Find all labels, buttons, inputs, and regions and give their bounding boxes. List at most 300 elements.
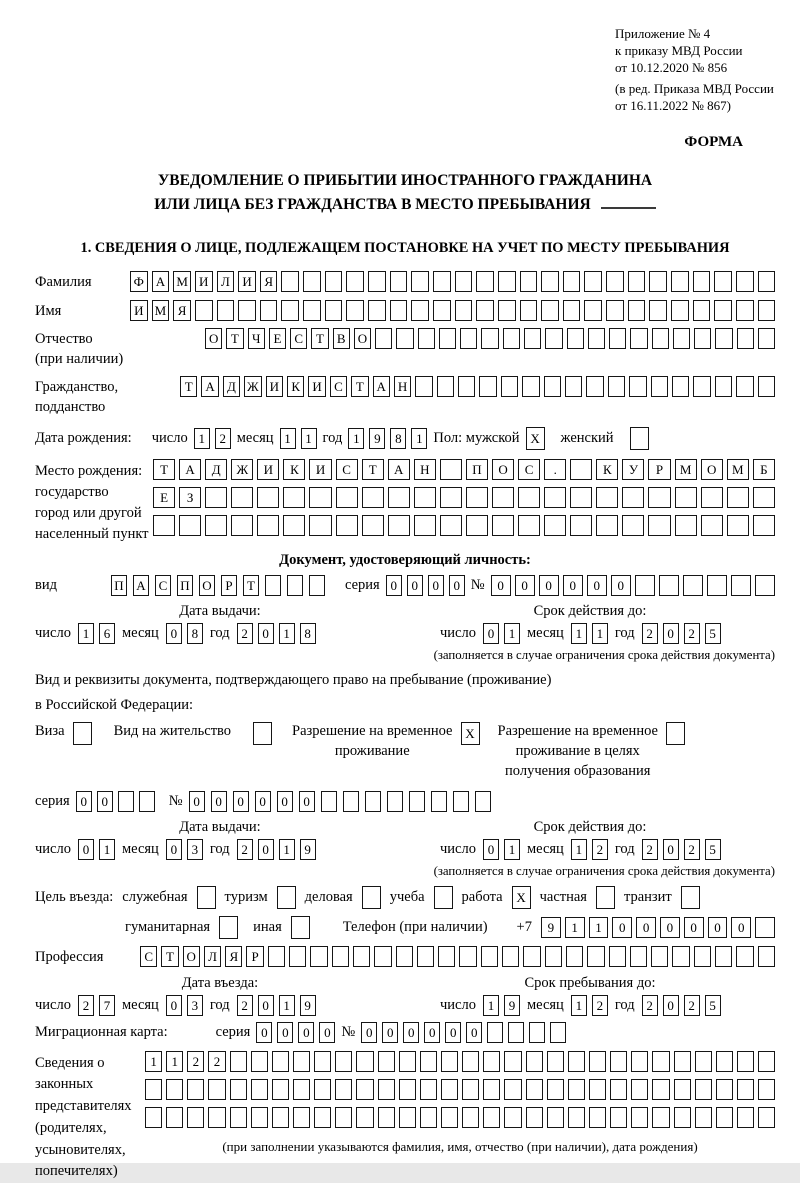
- char-box[interactable]: 0: [189, 791, 205, 812]
- char-box[interactable]: [283, 515, 305, 536]
- char-box[interactable]: [584, 271, 602, 292]
- char-box[interactable]: 0: [258, 995, 274, 1016]
- char-box[interactable]: [753, 487, 775, 508]
- char-box[interactable]: 5: [705, 995, 721, 1016]
- purpose-official-checkbox[interactable]: [197, 886, 216, 909]
- char-box[interactable]: [462, 1079, 479, 1100]
- char-box[interactable]: [755, 575, 775, 596]
- char-box[interactable]: [716, 1079, 733, 1100]
- char-box[interactable]: 9: [300, 839, 316, 860]
- char-box[interactable]: 0: [684, 917, 704, 938]
- char-box[interactable]: [343, 791, 359, 812]
- char-box[interactable]: 2: [642, 623, 658, 644]
- char-box[interactable]: [727, 515, 749, 536]
- char-box[interactable]: 0: [428, 575, 444, 596]
- char-box[interactable]: [520, 271, 538, 292]
- char-box[interactable]: 1: [504, 623, 520, 644]
- char-box[interactable]: П: [466, 459, 488, 480]
- char-box[interactable]: [565, 376, 582, 397]
- char-box[interactable]: И: [238, 271, 256, 292]
- char-box[interactable]: [758, 376, 775, 397]
- char-box[interactable]: Д: [205, 459, 227, 480]
- char-box[interactable]: [716, 1107, 733, 1128]
- char-box[interactable]: [674, 1107, 691, 1128]
- char-box[interactable]: [411, 271, 429, 292]
- char-box[interactable]: [415, 376, 432, 397]
- char-box[interactable]: [314, 1079, 331, 1100]
- char-box[interactable]: [414, 515, 436, 536]
- char-box[interactable]: [622, 515, 644, 536]
- char-box[interactable]: [219, 916, 238, 939]
- char-box[interactable]: [498, 271, 516, 292]
- char-box[interactable]: [356, 1107, 373, 1128]
- char-box[interactable]: 5: [705, 623, 721, 644]
- char-box[interactable]: [522, 376, 539, 397]
- char-box[interactable]: 3: [187, 995, 203, 1016]
- char-box[interactable]: [715, 328, 732, 349]
- purpose-other-checkbox[interactable]: [291, 916, 310, 939]
- char-box[interactable]: [526, 1051, 543, 1072]
- char-box[interactable]: [441, 1079, 458, 1100]
- char-box[interactable]: [309, 487, 331, 508]
- char-box[interactable]: 1: [483, 995, 499, 1016]
- char-box[interactable]: [544, 487, 566, 508]
- char-box[interactable]: А: [133, 575, 149, 596]
- char-box[interactable]: [622, 487, 644, 508]
- char-box[interactable]: 2: [642, 995, 658, 1016]
- char-box[interactable]: [589, 1079, 606, 1100]
- char-box[interactable]: X: [526, 427, 545, 450]
- char-box[interactable]: Я: [260, 271, 278, 292]
- char-box[interactable]: [205, 515, 227, 536]
- char-box[interactable]: 0: [483, 839, 499, 860]
- char-box[interactable]: [674, 1051, 691, 1072]
- char-box[interactable]: О: [701, 459, 723, 480]
- char-box[interactable]: [628, 300, 646, 321]
- char-box[interactable]: Т: [311, 328, 328, 349]
- char-box[interactable]: Л: [217, 271, 235, 292]
- char-box[interactable]: Т: [161, 946, 178, 967]
- char-box[interactable]: [396, 328, 413, 349]
- purpose-business-checkbox[interactable]: [362, 886, 381, 909]
- char-box[interactable]: X: [512, 886, 531, 909]
- char-box[interactable]: [362, 515, 384, 536]
- char-box[interactable]: [336, 487, 358, 508]
- char-box[interactable]: [631, 1051, 648, 1072]
- char-box[interactable]: Т: [153, 459, 175, 480]
- char-box[interactable]: 1: [348, 428, 364, 449]
- char-box[interactable]: [693, 376, 710, 397]
- char-box[interactable]: [368, 271, 386, 292]
- char-box[interactable]: [73, 722, 92, 745]
- char-box[interactable]: [293, 1107, 310, 1128]
- char-box[interactable]: 3: [187, 839, 203, 860]
- char-box[interactable]: [187, 1107, 204, 1128]
- char-box[interactable]: 0: [256, 1022, 272, 1043]
- char-box[interactable]: [518, 487, 540, 508]
- char-box[interactable]: 0: [515, 575, 535, 596]
- char-box[interactable]: С: [140, 946, 157, 967]
- char-box[interactable]: [434, 886, 453, 909]
- char-box[interactable]: [336, 515, 358, 536]
- char-box[interactable]: [584, 300, 602, 321]
- char-box[interactable]: [649, 271, 667, 292]
- char-box[interactable]: 0: [587, 575, 607, 596]
- char-box[interactable]: И: [308, 376, 325, 397]
- char-box[interactable]: 1: [145, 1051, 162, 1072]
- char-box[interactable]: А: [152, 271, 170, 292]
- char-box[interactable]: [378, 1107, 395, 1128]
- char-box[interactable]: И: [309, 459, 331, 480]
- char-box[interactable]: [260, 300, 278, 321]
- char-box[interactable]: [755, 917, 775, 938]
- char-box[interactable]: [251, 1079, 268, 1100]
- char-box[interactable]: [303, 271, 321, 292]
- char-box[interactable]: 0: [76, 791, 92, 812]
- char-box[interactable]: [325, 300, 343, 321]
- char-box[interactable]: Б: [753, 459, 775, 480]
- char-box[interactable]: [483, 1051, 500, 1072]
- char-box[interactable]: 0: [483, 623, 499, 644]
- char-box[interactable]: Т: [351, 376, 368, 397]
- char-box[interactable]: [758, 946, 775, 967]
- char-box[interactable]: [208, 1107, 225, 1128]
- char-box[interactable]: 2: [237, 839, 253, 860]
- char-box[interactable]: [714, 300, 732, 321]
- char-box[interactable]: [441, 1051, 458, 1072]
- char-box[interactable]: [672, 946, 689, 967]
- char-box[interactable]: 2: [592, 995, 608, 1016]
- char-box[interactable]: 1: [571, 995, 587, 1016]
- char-box[interactable]: [563, 271, 581, 292]
- char-box[interactable]: 2: [215, 428, 231, 449]
- char-box[interactable]: К: [283, 459, 305, 480]
- char-box[interactable]: С: [290, 328, 307, 349]
- char-box[interactable]: [526, 1079, 543, 1100]
- char-box[interactable]: [437, 376, 454, 397]
- char-box[interactable]: [544, 376, 561, 397]
- char-box[interactable]: [195, 300, 213, 321]
- char-box[interactable]: [701, 515, 723, 536]
- char-box[interactable]: [335, 1107, 352, 1128]
- char-box[interactable]: 7: [99, 995, 115, 1016]
- char-box[interactable]: 1: [279, 995, 295, 1016]
- char-box[interactable]: [309, 515, 331, 536]
- char-box[interactable]: [139, 791, 155, 812]
- char-box[interactable]: [727, 487, 749, 508]
- char-box[interactable]: 0: [449, 575, 465, 596]
- char-box[interactable]: [462, 1107, 479, 1128]
- char-box[interactable]: [586, 376, 603, 397]
- char-box[interactable]: [568, 1107, 585, 1128]
- char-box[interactable]: 0: [166, 623, 182, 644]
- char-box[interactable]: Ж: [244, 376, 261, 397]
- char-box[interactable]: [388, 515, 410, 536]
- char-box[interactable]: [433, 300, 451, 321]
- char-box[interactable]: 2: [78, 995, 94, 1016]
- char-box[interactable]: [231, 515, 253, 536]
- char-box[interactable]: О: [205, 328, 222, 349]
- char-box[interactable]: [481, 328, 498, 349]
- char-box[interactable]: [440, 459, 462, 480]
- char-box[interactable]: [492, 515, 514, 536]
- char-box[interactable]: [277, 886, 296, 909]
- char-box[interactable]: 1: [99, 839, 115, 860]
- char-box[interactable]: [231, 487, 253, 508]
- char-box[interactable]: [652, 1079, 669, 1100]
- char-box[interactable]: [758, 1051, 775, 1072]
- char-box[interactable]: 2: [237, 995, 253, 1016]
- char-box[interactable]: [230, 1107, 247, 1128]
- char-box[interactable]: [492, 487, 514, 508]
- char-box[interactable]: 1: [280, 428, 296, 449]
- purpose-humanitarian-checkbox[interactable]: [219, 916, 238, 939]
- char-box[interactable]: 0: [708, 917, 728, 938]
- char-box[interactable]: 0: [255, 791, 271, 812]
- char-box[interactable]: [716, 1051, 733, 1072]
- char-box[interactable]: [287, 575, 303, 596]
- char-box[interactable]: [409, 791, 425, 812]
- char-box[interactable]: В: [333, 328, 350, 349]
- char-box[interactable]: [289, 946, 306, 967]
- char-box[interactable]: [570, 487, 592, 508]
- char-box[interactable]: [166, 1079, 183, 1100]
- char-box[interactable]: 9: [504, 995, 520, 1016]
- temp-residence-checkbox[interactable]: [461, 722, 480, 745]
- char-box[interactable]: [332, 946, 349, 967]
- char-box[interactable]: С: [518, 459, 540, 480]
- char-box[interactable]: 0: [663, 839, 679, 860]
- residence-permit-checkbox[interactable]: [253, 722, 272, 745]
- char-box[interactable]: [508, 1022, 524, 1043]
- char-box[interactable]: Н: [414, 459, 436, 480]
- edu-residence-checkbox[interactable]: [666, 722, 685, 745]
- char-box[interactable]: [314, 1051, 331, 1072]
- char-box[interactable]: [253, 722, 272, 745]
- char-box[interactable]: Л: [204, 946, 221, 967]
- char-box[interactable]: [475, 791, 491, 812]
- char-box[interactable]: 1: [592, 623, 608, 644]
- char-box[interactable]: [460, 328, 477, 349]
- char-box[interactable]: [652, 1051, 669, 1072]
- purpose-transit-checkbox[interactable]: [681, 886, 700, 909]
- char-box[interactable]: [694, 328, 711, 349]
- char-box[interactable]: [439, 328, 456, 349]
- char-box[interactable]: [758, 1079, 775, 1100]
- char-box[interactable]: [675, 487, 697, 508]
- char-box[interactable]: [693, 271, 711, 292]
- char-box[interactable]: [524, 328, 541, 349]
- char-box[interactable]: М: [173, 271, 191, 292]
- char-box[interactable]: [455, 300, 473, 321]
- char-box[interactable]: [526, 1107, 543, 1128]
- char-box[interactable]: [281, 300, 299, 321]
- char-box[interactable]: [609, 328, 626, 349]
- char-box[interactable]: 2: [208, 1051, 225, 1072]
- char-box[interactable]: [589, 1051, 606, 1072]
- char-box[interactable]: [378, 1079, 395, 1100]
- char-box[interactable]: 0: [211, 791, 227, 812]
- char-box[interactable]: [671, 271, 689, 292]
- purpose-private-checkbox[interactable]: [596, 886, 615, 909]
- char-box[interactable]: 0: [166, 839, 182, 860]
- char-box[interactable]: [476, 300, 494, 321]
- char-box[interactable]: [666, 722, 685, 745]
- char-box[interactable]: 0: [466, 1022, 482, 1043]
- visa-checkbox[interactable]: [73, 722, 92, 745]
- char-box[interactable]: 0: [298, 1022, 314, 1043]
- char-box[interactable]: [462, 1051, 479, 1072]
- char-box[interactable]: 0: [424, 1022, 440, 1043]
- char-box[interactable]: [683, 575, 703, 596]
- char-box[interactable]: [681, 886, 700, 909]
- char-box[interactable]: [431, 791, 447, 812]
- char-box[interactable]: [609, 946, 626, 967]
- char-box[interactable]: [251, 1107, 268, 1128]
- char-box[interactable]: X: [461, 722, 480, 745]
- char-box[interactable]: К: [287, 376, 304, 397]
- char-box[interactable]: 2: [684, 839, 700, 860]
- char-box[interactable]: [396, 946, 413, 967]
- char-box[interactable]: 8: [300, 623, 316, 644]
- char-box[interactable]: [265, 575, 281, 596]
- char-box[interactable]: [230, 1051, 247, 1072]
- char-box[interactable]: [459, 946, 476, 967]
- char-box[interactable]: З: [179, 487, 201, 508]
- char-box[interactable]: [629, 376, 646, 397]
- char-box[interactable]: [547, 1051, 564, 1072]
- char-box[interactable]: [707, 575, 727, 596]
- char-box[interactable]: [378, 1051, 395, 1072]
- char-box[interactable]: 1: [194, 428, 210, 449]
- purpose-tourism-checkbox[interactable]: [277, 886, 296, 909]
- char-box[interactable]: [737, 1051, 754, 1072]
- char-box[interactable]: [610, 1051, 627, 1072]
- char-box[interactable]: [303, 300, 321, 321]
- char-box[interactable]: [518, 515, 540, 536]
- char-box[interactable]: [649, 300, 667, 321]
- char-box[interactable]: [356, 1079, 373, 1100]
- char-box[interactable]: О: [183, 946, 200, 967]
- char-box[interactable]: [387, 791, 403, 812]
- char-box[interactable]: [635, 575, 655, 596]
- char-box[interactable]: М: [675, 459, 697, 480]
- char-box[interactable]: [630, 946, 647, 967]
- char-box[interactable]: Е: [153, 487, 175, 508]
- char-box[interactable]: 9: [369, 428, 385, 449]
- char-box[interactable]: [455, 271, 473, 292]
- char-box[interactable]: [606, 271, 624, 292]
- char-box[interactable]: [736, 376, 753, 397]
- char-box[interactable]: [693, 300, 711, 321]
- char-box[interactable]: 0: [612, 917, 632, 938]
- char-box[interactable]: 2: [684, 623, 700, 644]
- char-box[interactable]: 1: [411, 428, 427, 449]
- char-box[interactable]: [458, 376, 475, 397]
- char-box[interactable]: Ж: [231, 459, 253, 480]
- char-box[interactable]: Ч: [248, 328, 265, 349]
- char-box[interactable]: [504, 1079, 521, 1100]
- char-box[interactable]: [153, 515, 175, 536]
- char-box[interactable]: 2: [592, 839, 608, 860]
- char-box[interactable]: [466, 515, 488, 536]
- char-box[interactable]: [529, 1022, 545, 1043]
- char-box[interactable]: 1: [78, 623, 94, 644]
- char-box[interactable]: [568, 1079, 585, 1100]
- char-box[interactable]: 0: [233, 791, 249, 812]
- char-box[interactable]: [675, 515, 697, 536]
- char-box[interactable]: [257, 487, 279, 508]
- char-box[interactable]: 0: [166, 995, 182, 1016]
- char-box[interactable]: [291, 916, 310, 939]
- char-box[interactable]: 0: [539, 575, 559, 596]
- char-box[interactable]: [541, 271, 559, 292]
- char-box[interactable]: [550, 1022, 566, 1043]
- char-box[interactable]: [672, 376, 689, 397]
- char-box[interactable]: И: [257, 459, 279, 480]
- char-box[interactable]: [596, 515, 618, 536]
- char-box[interactable]: [630, 328, 647, 349]
- char-box[interactable]: [375, 328, 392, 349]
- char-box[interactable]: 1: [504, 839, 520, 860]
- sex-male-checkbox[interactable]: [526, 427, 545, 450]
- char-box[interactable]: [453, 791, 469, 812]
- char-box[interactable]: [737, 1107, 754, 1128]
- char-box[interactable]: [145, 1107, 162, 1128]
- char-box[interactable]: [630, 427, 649, 450]
- char-box[interactable]: [166, 1107, 183, 1128]
- char-box[interactable]: [179, 515, 201, 536]
- char-box[interactable]: [374, 946, 391, 967]
- char-box[interactable]: [673, 328, 690, 349]
- char-box[interactable]: [652, 328, 669, 349]
- char-box[interactable]: 0: [319, 1022, 335, 1043]
- char-box[interactable]: [479, 376, 496, 397]
- char-box[interactable]: [695, 1079, 712, 1100]
- char-box[interactable]: [420, 1051, 437, 1072]
- char-box[interactable]: [362, 487, 384, 508]
- char-box[interactable]: [695, 1107, 712, 1128]
- char-box[interactable]: И: [195, 271, 213, 292]
- char-box[interactable]: [545, 328, 562, 349]
- char-box[interactable]: [399, 1051, 416, 1072]
- char-box[interactable]: Т: [226, 328, 243, 349]
- char-box[interactable]: [321, 791, 337, 812]
- char-box[interactable]: [420, 1079, 437, 1100]
- char-box[interactable]: О: [492, 459, 514, 480]
- char-box[interactable]: [504, 1051, 521, 1072]
- char-box[interactable]: [293, 1051, 310, 1072]
- char-box[interactable]: [587, 946, 604, 967]
- char-box[interactable]: Н: [394, 376, 411, 397]
- char-box[interactable]: [217, 300, 235, 321]
- char-box[interactable]: О: [199, 575, 215, 596]
- char-box[interactable]: [503, 328, 520, 349]
- char-box[interactable]: 0: [277, 791, 293, 812]
- char-box[interactable]: 0: [731, 917, 751, 938]
- char-box[interactable]: [205, 487, 227, 508]
- char-box[interactable]: [335, 1079, 352, 1100]
- char-box[interactable]: [563, 300, 581, 321]
- char-box[interactable]: [589, 1107, 606, 1128]
- char-box[interactable]: А: [179, 459, 201, 480]
- char-box[interactable]: И: [130, 300, 148, 321]
- char-box[interactable]: [414, 487, 436, 508]
- char-box[interactable]: [399, 1079, 416, 1100]
- char-box[interactable]: [399, 1107, 416, 1128]
- char-box[interactable]: 8: [390, 428, 406, 449]
- char-box[interactable]: [628, 271, 646, 292]
